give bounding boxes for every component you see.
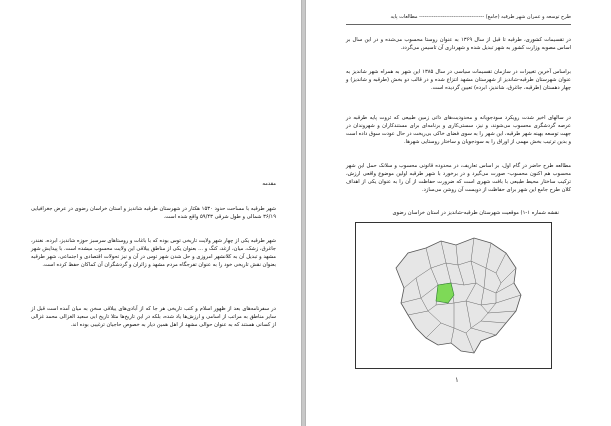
header-rule <box>346 24 571 25</box>
province-map <box>356 223 551 368</box>
right-paragraph-2: براساس آخرین تغییرات در سازمان تقسیمات سیاسی در سال ۱۳۸۵ این شهر به همراه شهر شاندیز به عنوان شهرستان طرقبه-شاندیز از شهرستان مشهد انتزاع شده و در قالب دو بخش (طرقبه و شاندیز) و چهار دهستان (طرقبه، جاغرق، شاندیز، ابرده) تعیین گردیده است. <box>346 69 571 92</box>
left-page <box>0 0 301 426</box>
left-paragraph-2: شهر طرقبه یکی از چهار شهر ولایت تاریخی توس بوده که با باغات و روستاهای سرسبز حوزه شاندیز، ابرده، نغندر، جاغرق، زشک، میان، ازغد، کنگ و ... بعنوان یکی از مناطق ییلاقی این ولایت محسوب میشده است. با پیدایش شهر مشهد و تبدیل آن به کلانشهر امروزی و حل شدن شهر توس در آن و نیز تحولات اقتصادی و اجتماعی، شهر طرقبه بعنوان نقش تاریخی خود را به عنوان تفرجگاه مردم مشهد و زائران و گردشگران آن کماکان حفظ کرده است. <box>31 238 276 269</box>
left-heading: مقدمه <box>262 181 276 187</box>
left-paragraph-3: در سفرنامه‌های بعد از ظهور اسلام و کتب تاریخی هر جا که از آبادی‌های ییلاقی سخن به میان آمده است قبل از سایر مناطق به مراتب از اسامی و ارزش‌ها یاد شده، بلکه در این تاریخ‌ها مثلا تاریخ ابی سعید الغزالی محمد غزالی از کسانی هستند که به عنوان حوالی مشهد از اهل همین دیار به خصوص حاجیان ترغیبی بوده اند. <box>31 306 276 329</box>
left-paragraph-1: شهر طرقبه با مساحت حدود ۱۵۳۰ هکتار در شهرستان طرقبه شاندیز و استان خراسان رضوی در عرض جغرافیایی ۳۶/۱۹ شمالی و طول شرقی ۵۹/۴۳ واقع شده است. <box>31 206 277 221</box>
province-map-figure <box>355 222 552 369</box>
page-number-ornament: ۱ <box>455 376 459 384</box>
right-paragraph-3: در سالهای اخیر شدت رویکرد سودجویانه و محدودیت‌های ذاتی زمین طبیعی که ثروت پایه طرقبه در عرصه گردشگری محسوب می‌شوند، و نیز، سستی‌کاری و برنامه‌ای برای مستندکاران و شهروندان در جهت توسعه بهینه شهر طرقبه، این شهر را به سوی فضای خاکی بی‌ریخت در حال عودت سوق داده است و بدین ترتیب بخش مهمی از اوراق را به سودجویان و ساختار روستایی شهرها. <box>346 115 571 146</box>
map-caption: نقشه شماره ۱-۱) موقعیت شهرستان طرقبه-شاندیز در استان خراسان رضوی <box>392 210 559 216</box>
province-outline <box>396 238 521 353</box>
right-paragraph-4: مطالعه طرح حاضر در گام اول، بر اساس تعاریف، در محدوده قانونی محسوب و سلانک حمل این شهر محسوب هم اکنون محسوب- صورت می‌گیرد و در برخورد با شهر طرقبه اولین موضوع واقعی ارزش، ترکیب ساختار محیط طبیعی با بافت شهری است که ضرورت حفاظت از آن را به عنوان یکی از اهداف کلان طرح جامع این شهر برای حفاظت از دویست آن روشن می‌سازد. <box>346 163 571 194</box>
right-paragraph-1: در تقسیمات کشوری، طرقبه تا قبل از سال ۱۳۶۹ به عنوان روستا محسوب می‌شده و در این سال بر اساس مصوبه وزارت کشور به شهر تبدیل شده و شهرداری آن تاسیس می‌گردد. <box>346 37 571 52</box>
page-header: طرح توسعه و عمران شهر طرقبه (جامع) ------------------------------------ مطالعات پایه <box>390 14 571 20</box>
